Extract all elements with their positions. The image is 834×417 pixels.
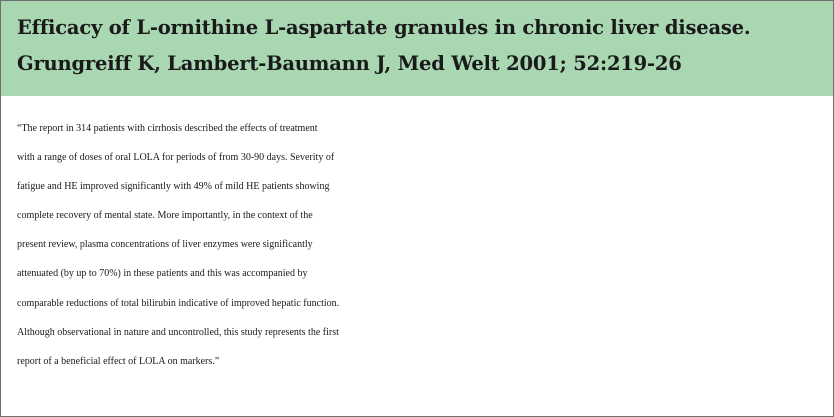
quote-line: with a range of doses of oral LOLA for periods of from 30-90 days. Severity of — [17, 152, 335, 164]
quote-line: report of a beneficial effect of LOLA on markers.” — [17, 355, 220, 367]
quote-line: Although observational in nature and uncontrolled, this study represents the first — [17, 326, 339, 338]
quote-line: attenuated (by up to 70%) in these patients and this was accompanied by — [17, 268, 308, 280]
quote-line: “The report in 314 patients with cirrhosis described the effects of treatment — [17, 123, 318, 134]
article-title: Efficacy of L-ornithine L-aspartate granules in chronic liver disease. — [17, 16, 751, 39]
quote-line: present review, plasma concentrations of liver enzymes were significantly — [17, 239, 313, 251]
article-citation: Grungreiff K, Lambert-Baumann J, Med Welt 2001; 52:219-26 — [17, 52, 682, 75]
quote-text — [17, 114, 827, 376]
quote-line: comparable reductions of total bilirubin indicative of improved hepatic function. — [17, 297, 340, 309]
quote-line: fatigue and HE improved significantly with 49% of mild HE patients showing — [17, 181, 330, 193]
citation-header — [1, 1, 833, 96]
quote-line: complete recovery of mental state. More importantly, in the context of the — [17, 210, 313, 222]
